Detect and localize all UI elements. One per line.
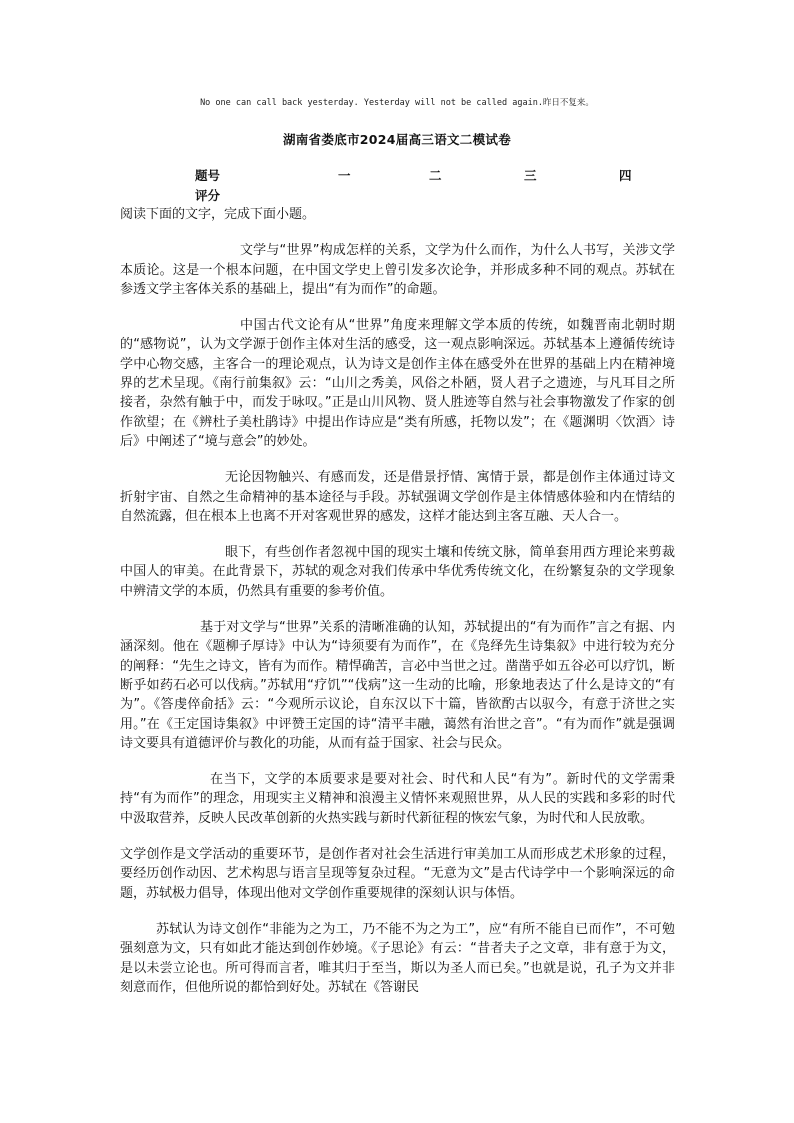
motto-header: No one can call back yesterday. Yesterday will not be called again.昨日不复来。 — [200, 98, 594, 108]
paragraph-8: 苏轼认为诗文创作“非能为之为工，乃不能不为之为工”，应“有所不能自已而作”，不可勉强刻意为文，只有如此才能达到创作妙境。《子思论》有云：“昔者夫子之文章，非有意于为文，是以未尝立论也。所可得而言者，唯其归于至当，斯以为圣人而已矣。”也就是说，孔子为文并非刻意而作，但他所说的都恰到好处。苏轼在《答谢民 — [120, 921, 675, 995]
column-3: 三 — [524, 168, 537, 183]
paragraph-7: 文学创作是文学活动的重要环节，是创作者对社会生活进行审美加工从而形成艺术形象的过程，要经历创作动因、艺术构思与语言呈现等复杂过程。“无意为文”是古代诗学中一个影响深远的命题，苏轼极力倡导，体现出他对文学创作重要规律的深刻认识与体悟。 — [120, 847, 675, 901]
paragraph-6: 在当下，文学的本质要求是要对社会、时代和人民“有为”。新时代的文学需秉持“有为而作”的理念，用现实主义精神和浪漫主义情怀来观照世界，从人民的实践和多彩的时代中汲取营养，反映人民改革创新的火热实践与新时代新征程的恢宏气象，为时代和人民放歌。 — [120, 772, 675, 826]
paragraph-2: 中国古代文论有从“世界”角度来理解文学本质的传统，如魏晋南北朝时期的“感物说”，认为文学源于创作主体对生活的感受，这一观点影响深远。苏轼基本上遵循传统诗学中心物交感，主客合一的理论观点，认为诗文是创作主体在感受外在世界的基础上内在精神境界的艺术呈现。《南行前集叙》云：“山川之秀美，风俗之朴陋，贤人君子之遗迹，与凡耳目之所接者，杂然有触于中，而发于咏叹。”正是山川风物、贤人胜迹等自然与社会事物激发了作家的创作欲望；在《辨杜子美杜鹃诗》中提出作诗应是“类有所感，托物以发”；在《题渊明〈饮酒〉诗后》中阐述了“境与意会”的妙处。 — [120, 318, 675, 449]
instruction: 阅读下面的文字，完成下面小题。 — [120, 207, 316, 222]
score-table — [195, 166, 655, 206]
reading-passage — [120, 205, 675, 997]
score-table-header-row — [195, 166, 655, 186]
paragraph-4: 眼下，有些创作者忽视中国的现实土壤和传统文脉，简单套用西方理论来剪裁中国人的审美。在此背景下，苏轼的观念对我们传承中华优秀传统文化，在纷繁复杂的文学现象中辨清文学的本质，仍然具有重要的参考价值。 — [120, 545, 675, 599]
question-number-label: 题号 — [195, 168, 221, 183]
column-2: 二 — [429, 168, 442, 183]
column-1: 一 — [338, 168, 351, 183]
score-table-score-row — [195, 186, 655, 206]
column-4: 四 — [619, 168, 632, 183]
score-label: 评分 — [195, 188, 221, 203]
paragraph-3: 无论因物触兴、有感而发，还是借景抒情、寓情于景，都是创作主体通过诗文折射宇宙、自然之生命精神的基本途径与手段。苏轼强调文学创作是主体情感体验和内在情结的自然流露，但在根本上也离不开对客观世界的感发，这样才能达到主客互融、天人合一。 — [120, 470, 675, 524]
paragraph-1: 文学与“世界”构成怎样的关系，文学为什么而作，为什么人书写，关涉文学本质论。这是一个根本问题，在中国文学史上曾引发多次论争，并形成多种不同的观点。苏轼在参透文学主客体关系的基础上，提出“有为而作”的命题。 — [120, 243, 675, 297]
paragraph-5: 基于对文学与“世界”关系的清晰准确的认知，苏轼提出的“有为而作”言之有据、内涵深刻。他在《题柳子厚诗》中认为“诗须要有为而作”，在《凫绎先生诗集叙》中进行较为充分的阐释：“先生之诗文，皆有为而作。精悍确苦，言必中当世之过。凿凿乎如五谷必可以疗饥，断断乎如药石必可以伐病。”苏轼用“疗饥”“伐病”这一生动的比喻，形象地表达了什么是诗文的“有为”。《答虔倅俞括》云：“今观所示议论，自东汉以下十篇，皆欲酌古以驭今，有意于济世之实用。”在《王定国诗集叙》中评赞王定国的诗“清平丰融，蔼然有治世之音”。“有为而作”就是强调诗文要具有道德评价与教化的功能，从而有益于国家、社会与民众。 — [120, 620, 675, 751]
page-title: 湖南省娄底市2024届高三语文二模试卷 — [283, 132, 511, 147]
